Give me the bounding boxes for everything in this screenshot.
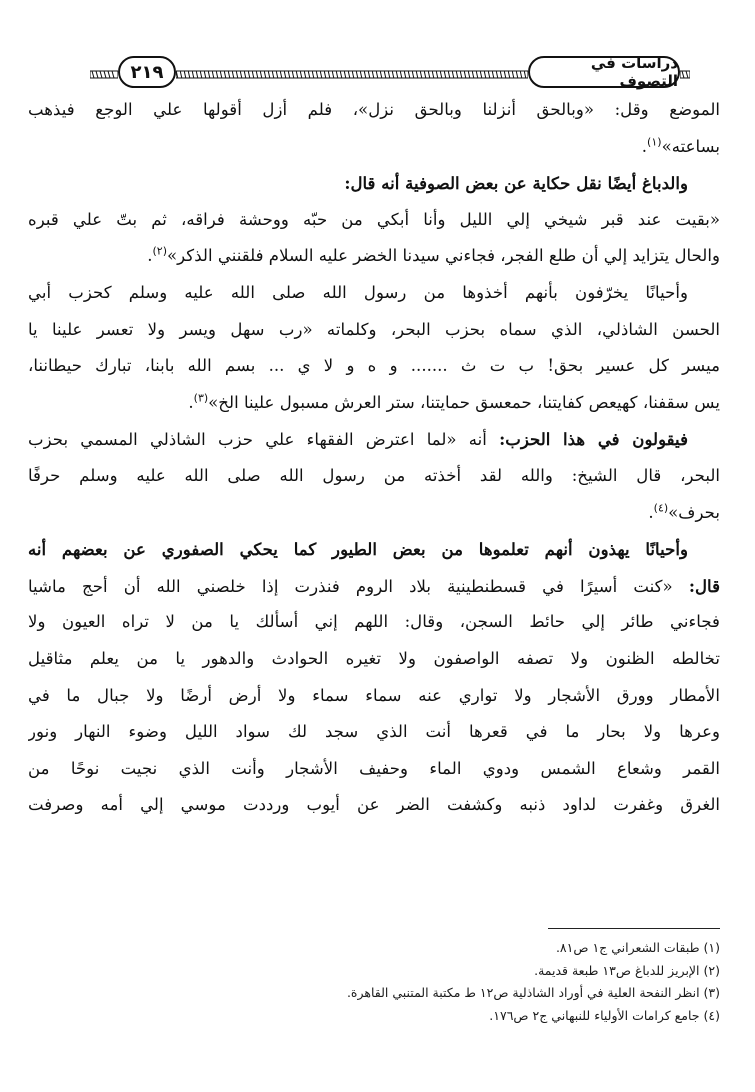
section-heading: والدباغ أيضًا نقل حكاية عن بعض الصوفية أنه قال: [344,173,688,194]
footnote-ref: (٣) [193,391,209,405]
text-line: قال: «كنت أسيرًا في قسطنطينية بلاد الروم فنذرت إذا خلصني الله أن أحج ماشيا [28,575,720,596]
text-line: والحال يتزايد إلي أن طلع الفجر، فجاءني سيدنا الخضر عليه السلام فلقنني الذكر»$^{(٢)}$. [147,244,720,266]
text-line: الغرق وغفرت لداود ذنبه وكشفت الضر عن أيوب ورددت موسي إلي أمه وصرفت [28,795,720,815]
footnote: (٤) جامع كرامات الأولياء للنبهاني ج٢ ص١٧٦. [489,1007,720,1023]
page-body [28,92,720,824]
text-line: «بقيت عند قبر شيخي إلي الليل وأنا أبكي من حبّه ووحشة فراقه، ثم بتّ علي قبره [28,209,720,229]
footnote-ref: (١) [647,135,662,149]
text-line: وعرها ولا بحار ما في قعرها أنت الذي سجد لك سواد الليل وضوء النهار ونور [28,722,720,742]
lead-phrase: فيقولون في هذا الحزب: [499,429,688,450]
text-line: فيقولون في هذا الحزب: أنه «لما اعترض الفقهاء علي حزب الشاذلي المسمي بحزب [28,429,688,450]
lead-phrase: قال: [688,575,720,596]
text-line: ميسر كل عسير بحق! ب ت ث ....... و ه و لا ي ... بسم الله بابنا، تبارك حيطاننا، [28,356,720,376]
book-title: دراسات في التصوف [528,56,680,88]
footnote-ref: (٤) [653,501,669,514]
text-line: الأمطار وورق الأشجار ولا تواري عنه سماء سماء ولا أرض أرضًا ولا جبال ما في [28,685,720,705]
footnote: (١) طبقات الشعراني ج١ ص٨١. [555,940,720,955]
text-line: يس سقفنا، كهيعص كفايتنا، حمعسق حمايتنا، ستر العرش مسبول علينا الخ»$^{(٣)}$. [188,391,720,412]
text-line: فجاءني طائر إلي حائط السجن، وقال: اللهم إني أسألك يا من لا تراه العيون ولا [28,612,720,632]
text-line: بساعته»$^{(١)}$. [641,135,720,156]
text-line: بحرف»$^{(٤)}$. [648,501,720,522]
footnote: (٢) الإبريز للدباغ ص١٣ طبعة قديمة. [534,962,720,978]
text-line: وأحيانًا يهذون أنهم تعلموها من بعض الطيور كما يحكي الصفوري عن بعضهم أنه [28,539,688,560]
footnote-ref: (٢) [152,244,167,258]
text-line: البحر، قال الشيخ: والله لقد أخذته من رسول الله صلى الله عليه وسلم حرفًا [28,465,720,485]
text-line: وأحيانًا يخرّفون بأنهم أخذوها من رسول الله صلى الله عليه وسلم كحزب أبي [28,282,688,302]
text-line: الحسن الشاذلي، الذي سماه بحزب البحر، وكلماته «رب سهل ويسر ولا تعسر علينا يا [28,319,720,339]
footnote: (٣) انظر النفحة العلية في أوراد الشاذلية ص١٢ ط مكتبة المتنبي القاهرة. [346,985,720,1000]
text-line: الموضع وقل: «وبالحق أنزلنا وبالحق نزل»، فلم أزل أقولها علي الوجع فيذهب [28,100,720,119]
header-rule-left [90,70,118,79]
footnote-separator [548,928,720,929]
text-line: تخالطه الظنون ولا تصفه الواصفون ولا تغيره الحوادث والدهور يا من يعلم مثاقيل [28,648,720,668]
header-rule-right [680,70,690,79]
page-number: ٢١٩ [118,56,176,88]
running-header [90,44,690,92]
header-rule-middle [176,70,528,79]
text-line: القمر وشعاع الشمس ودوي الماء وحفيف الأشجار وأنت الذي نجيت نوحًا من [28,758,720,778]
footnotes [28,937,720,1027]
